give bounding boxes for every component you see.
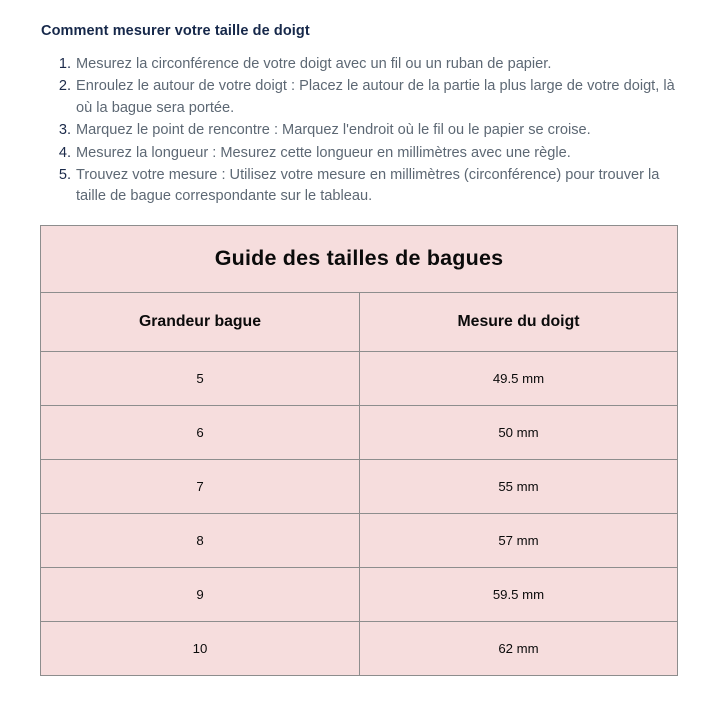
cell-finger-measure: 57 mm [360, 513, 678, 567]
cell-ring-size: 9 [41, 567, 360, 621]
column-header-finger-measure: Mesure du doigt [360, 292, 678, 351]
table-row [41, 567, 678, 621]
table-title-row [41, 225, 678, 292]
ring-size-table-container [40, 225, 677, 676]
table-row [41, 621, 678, 675]
table-row [41, 459, 678, 513]
list-item: Marquez le point de rencontre : Marquez l'endroit où le fil ou le papier se croise. [76, 122, 591, 139]
table-title: Guide des tailles de bagues [41, 225, 678, 292]
list-item: Mesurez la circonférence de votre doigt avec un fil ou un ruban de papier. [76, 55, 552, 72]
cell-finger-measure: 49.5 mm [360, 351, 678, 405]
page-title: Comment mesurer votre taille de doigt [41, 23, 310, 39]
list-item: Enroulez le autour de votre doigt : Placez le autour de la partie la plus large de votre doigt, là où la bague sera portée. [76, 78, 675, 116]
cell-finger-measure: 62 mm [360, 621, 678, 675]
cell-finger-measure: 50 mm [360, 405, 678, 459]
cell-ring-size: 6 [41, 405, 360, 459]
cell-finger-measure: 59.5 mm [360, 567, 678, 621]
list-item: Trouvez votre mesure : Utilisez votre mesure en millimètres (circonférence) pour trouver la taille de bague correspondante sur le tableau. [76, 167, 660, 205]
cell-finger-measure: 55 mm [360, 459, 678, 513]
cell-ring-size: 5 [41, 351, 360, 405]
measurement-steps-list [0, 54, 716, 208]
list-item: Mesurez la longueur : Mesurez cette longueur en millimètres avec une règle. [76, 144, 571, 161]
table-row [41, 513, 678, 567]
table-header-row [41, 292, 678, 351]
column-header-ring-size: Grandeur bague [41, 292, 360, 351]
cell-ring-size: 7 [41, 459, 360, 513]
cell-ring-size: 8 [41, 513, 360, 567]
table-row [41, 405, 678, 459]
cell-ring-size: 10 [41, 621, 360, 675]
ring-size-table [40, 225, 678, 676]
table-row [41, 351, 678, 405]
